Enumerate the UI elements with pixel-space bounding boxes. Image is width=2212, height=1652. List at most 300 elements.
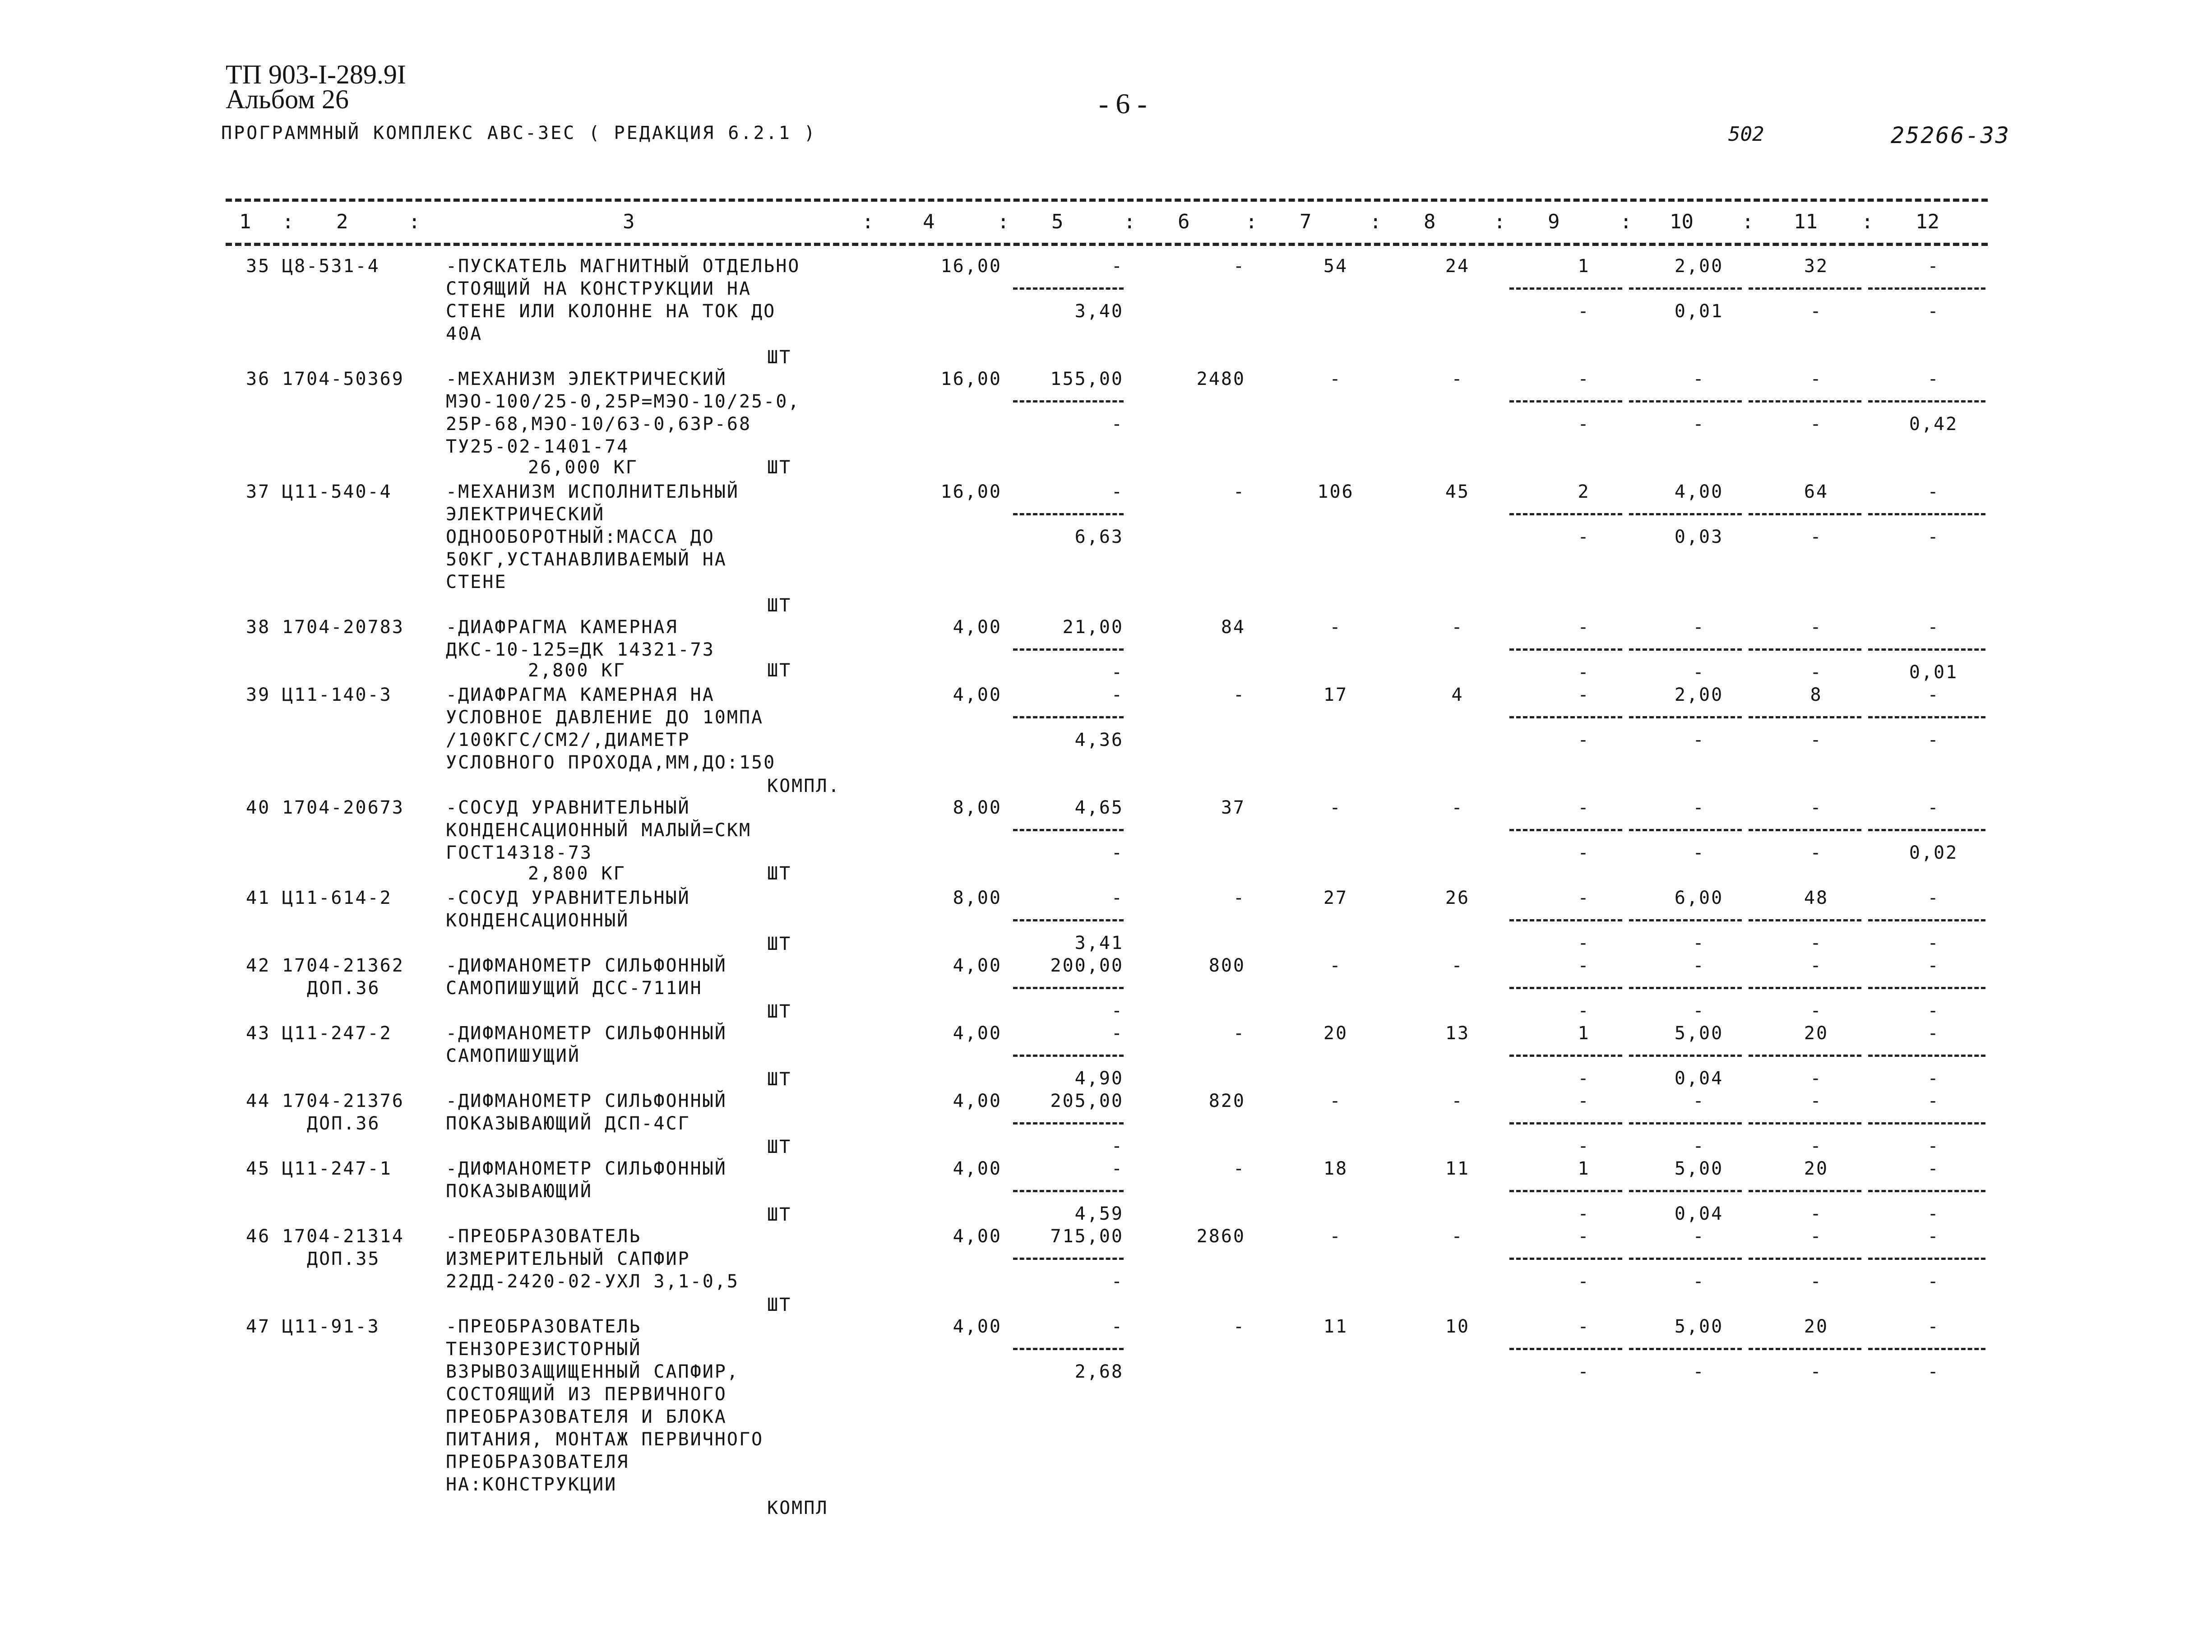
cell-c5: 4,65 xyxy=(1074,797,1124,818)
cell-separator xyxy=(1868,1258,1985,1260)
cell-separator xyxy=(1629,400,1742,403)
cell-separator xyxy=(1868,400,1985,403)
description-line: ОДНООБОРОТНЫЙ:МАССА ДО xyxy=(446,527,715,547)
description-line: ПОКАЗЫВАЮЩИЙ xyxy=(446,1181,592,1202)
cell-c10: - xyxy=(1693,369,1705,389)
cell-c5: - xyxy=(1111,1023,1124,1044)
cell-separator xyxy=(1509,648,1622,651)
pricing-code: 1704-20673 xyxy=(282,797,404,818)
item-description xyxy=(446,684,852,774)
cell-c12-lower: 0,42 xyxy=(1909,414,1958,435)
description-line: ТЕНЗОРЕЗИСТОРНЫЙ xyxy=(446,1339,642,1360)
cell-c4: 4,00 xyxy=(953,685,1002,705)
column-separator: : xyxy=(1861,210,1874,233)
description-line: -ПРЕОБРАЗОВАТЕЛЬ xyxy=(446,1226,642,1247)
cell-c4: 16,00 xyxy=(940,481,1002,502)
cell-separator xyxy=(1868,287,1985,290)
column-separator: : xyxy=(1620,210,1632,233)
cell-c9-lower: - xyxy=(1578,527,1590,547)
description-line: /100КГС/СМ2/,ДИАМЕТР xyxy=(446,730,690,750)
cell-c11-lower: - xyxy=(1810,1203,1823,1224)
cell-c11: 32 xyxy=(1804,256,1829,277)
cell-c5-separator xyxy=(1013,1055,1124,1057)
cell-c10-lower: 0,01 xyxy=(1674,301,1724,322)
cell-c5-lower: 3,40 xyxy=(1074,301,1124,322)
cell-c9-lower: - xyxy=(1578,1203,1590,1224)
cell-c5-separator xyxy=(1013,987,1124,989)
pricing-code: Ц11-614-2 xyxy=(282,888,392,908)
cell-separator xyxy=(1629,1122,1742,1124)
cell-separator xyxy=(1868,829,1985,831)
cell-separator xyxy=(1509,400,1622,403)
description-line: ТУ25-02-1401-74 xyxy=(446,436,629,457)
cell-c5: - xyxy=(1111,481,1124,502)
cell-c10-lower: - xyxy=(1693,1000,1705,1021)
cell-c5-separator xyxy=(1013,400,1124,403)
cell-c5-lower: - xyxy=(1111,842,1124,863)
cell-c11-lower: - xyxy=(1810,414,1823,435)
cell-c8: - xyxy=(1451,1091,1464,1111)
cell-separator xyxy=(1749,987,1861,989)
cell-c7: 11 xyxy=(1323,1316,1348,1337)
description-line: 25Р-68,МЭО-10/63-0,63Р-68 xyxy=(446,414,752,435)
description-line: -СОСУД УРАВНИТЕЛЬНЫЙ xyxy=(446,797,690,818)
description-line: -ПРЕОБРАЗОВАТЕЛЬ xyxy=(446,1316,642,1337)
unit-of-measure: ШТ xyxy=(767,457,792,478)
cell-separator xyxy=(1868,513,1985,515)
cell-c10: - xyxy=(1693,617,1705,638)
description-line: УСЛОВНОГО ПРОХОДА,ММ,ДО:150 xyxy=(446,752,776,773)
cell-c5-separator xyxy=(1013,829,1124,831)
item-description xyxy=(446,1022,852,1067)
cell-separator xyxy=(1629,987,1742,989)
cell-separator xyxy=(1629,716,1742,718)
cell-separator xyxy=(1868,1055,1985,1057)
cell-separator xyxy=(1749,1055,1861,1057)
description-line: -ДИАФРАГМА КАМЕРНАЯ xyxy=(446,617,678,638)
column-separator: : xyxy=(997,210,1009,233)
cell-c11-lower: - xyxy=(1810,1271,1823,1292)
cell-c9: - xyxy=(1578,1091,1590,1111)
cell-c8: 10 xyxy=(1445,1316,1470,1337)
cell-c11-lower: - xyxy=(1810,527,1823,547)
cell-c11: - xyxy=(1810,617,1823,638)
pricing-code: 1704-21362 xyxy=(282,955,404,976)
pricing-code: 1704-21376 xyxy=(282,1091,404,1111)
cell-c4: 4,00 xyxy=(953,1226,1002,1247)
description-line: ИЗМЕРИТЕЛЬНЫЙ САПФИР xyxy=(446,1249,690,1269)
item-description xyxy=(446,954,852,1000)
description-line: 22ДД-2420-02-УХЛ 3,1-0,5 xyxy=(446,1271,739,1292)
description-line: СТЕНЕ xyxy=(446,572,507,592)
cell-c9: - xyxy=(1578,797,1590,818)
cell-c10: 6,00 xyxy=(1674,888,1724,908)
row-number: 41 xyxy=(246,888,271,908)
cell-c6: 2860 xyxy=(1196,1226,1245,1247)
cell-c10-lower: - xyxy=(1693,730,1705,750)
column-separator: : xyxy=(1124,210,1136,233)
cell-c10-lower: - xyxy=(1693,1136,1705,1157)
cell-c5-lower: 4,36 xyxy=(1074,730,1124,750)
cell-c7: - xyxy=(1329,955,1342,976)
cell-separator xyxy=(1868,716,1985,718)
cell-separator xyxy=(1868,1190,1985,1192)
cell-separator xyxy=(1868,648,1985,651)
cell-separator xyxy=(1509,987,1622,989)
cell-c12: - xyxy=(1927,1023,1940,1044)
description-line: -МЕХАНИЗМ ИСПОЛНИТЕЛЬНЫЙ xyxy=(446,481,739,502)
cell-separator xyxy=(1749,1258,1861,1260)
cell-c10-lower: - xyxy=(1693,662,1705,683)
row-number: 35 xyxy=(246,256,271,277)
cell-c12: - xyxy=(1927,955,1940,976)
cell-c9-lower: - xyxy=(1578,1068,1590,1089)
cell-c9: - xyxy=(1578,685,1590,705)
cell-c7: - xyxy=(1329,369,1342,389)
description-line: -ДИФМАНОМЕТР СИЛЬФОННЫЙ xyxy=(446,1091,727,1111)
cell-c10: - xyxy=(1693,1091,1705,1111)
cell-c12-lower: - xyxy=(1927,301,1940,322)
unit-of-measure: ШТ xyxy=(767,347,792,368)
cell-c6: 820 xyxy=(1208,1091,1245,1111)
unit-of-measure: ШТ xyxy=(767,1069,792,1090)
description-line: УСЛОВНОЕ ДАВЛЕНИЕ ДО 10МПА xyxy=(446,707,764,728)
cell-c12: - xyxy=(1927,797,1940,818)
cell-c6: - xyxy=(1233,1158,1245,1179)
cell-c9: - xyxy=(1578,1316,1590,1337)
cell-c11-lower: - xyxy=(1810,1068,1823,1089)
cell-c11-lower: - xyxy=(1810,1361,1823,1382)
cell-c12-lower: - xyxy=(1927,933,1940,953)
item-description xyxy=(446,255,852,345)
description-line: 40А xyxy=(446,324,483,344)
pricing-code: Ц11-247-1 xyxy=(282,1158,392,1179)
description-line: ПОКАЗЫВАЮЩИЙ ДСП-4СГ xyxy=(446,1113,690,1134)
cell-c12: - xyxy=(1927,1316,1940,1337)
cell-c8: - xyxy=(1451,797,1464,818)
cell-c9-lower: - xyxy=(1578,301,1590,322)
cell-c5-separator xyxy=(1013,1190,1124,1192)
cell-c12: - xyxy=(1927,256,1940,277)
cell-c5-lower: - xyxy=(1111,414,1124,435)
cell-separator xyxy=(1509,829,1622,831)
description-line: САМОПИШУЩИЙ xyxy=(446,1046,580,1066)
cell-c6: - xyxy=(1233,1023,1245,1044)
cell-c9-lower: - xyxy=(1578,1136,1590,1157)
cell-c11: - xyxy=(1810,369,1823,389)
description-line: -ДИФМАНОМЕТР СИЛЬФОННЫЙ xyxy=(446,1023,727,1044)
cell-c10-lower: 0,04 xyxy=(1674,1203,1724,1224)
cell-separator xyxy=(1749,287,1861,290)
cell-c6: - xyxy=(1233,888,1245,908)
cell-c5-separator xyxy=(1013,919,1124,921)
row-number: 38 xyxy=(246,617,271,638)
cell-c10-lower: - xyxy=(1693,842,1705,863)
item-description xyxy=(446,1157,852,1203)
cell-c5: - xyxy=(1111,256,1124,277)
cell-separator xyxy=(1868,919,1985,921)
column-header: 7 xyxy=(1300,210,1312,233)
cell-separator xyxy=(1868,1348,1985,1350)
pricing-code: 1704-20783 xyxy=(282,617,404,638)
column-header: 4 xyxy=(923,210,935,233)
cell-separator xyxy=(1749,716,1861,718)
cell-c6: 37 xyxy=(1221,797,1245,818)
cell-c12: - xyxy=(1927,1226,1940,1247)
cell-c11: - xyxy=(1810,955,1823,976)
table-row xyxy=(0,255,2212,368)
cell-c5: - xyxy=(1111,685,1124,705)
cell-c5-lower: 3,41 xyxy=(1074,933,1124,953)
item-description xyxy=(446,481,852,593)
pricing-code-note: ДОП.36 xyxy=(307,1113,380,1134)
row-number: 37 xyxy=(246,481,271,502)
cell-c7: 18 xyxy=(1323,1158,1348,1179)
cell-separator xyxy=(1749,919,1861,921)
description-line: -СОСУД УРАВНИТЕЛЬНЫЙ xyxy=(446,888,690,908)
cell-c5: - xyxy=(1111,1316,1124,1337)
description-line: ПИТАНИЯ, МОНТАЖ ПЕРВИЧНОГО xyxy=(446,1429,764,1450)
cell-c7: 20 xyxy=(1323,1023,1348,1044)
column-header: 11 xyxy=(1794,210,1818,233)
cell-c8: 26 xyxy=(1445,888,1470,908)
cell-c9: - xyxy=(1578,955,1590,976)
pricing-code: Ц11-540-4 xyxy=(282,481,392,502)
row-number: 47 xyxy=(246,1316,271,1337)
cell-c8: - xyxy=(1451,1226,1464,1247)
cell-c11: - xyxy=(1810,1091,1823,1111)
cell-c6: - xyxy=(1233,481,1245,502)
cell-c8: 45 xyxy=(1445,481,1470,502)
description-line: 50КГ,УСТАНАВЛИВАЕМЫЙ НА xyxy=(446,549,727,570)
cell-c5-lower: 4,90 xyxy=(1074,1068,1124,1089)
description-line: НА:КОНСТРУКЦИИ xyxy=(446,1474,617,1495)
column-separator: : xyxy=(1245,210,1258,233)
program-title: ПРОГРАММНЫЙ КОМПЛЕКС АВС-3ЕС ( РЕДАКЦИЯ 6.2.1 ) xyxy=(221,123,817,143)
unit-of-measure: ШТ xyxy=(767,1295,792,1315)
column-separator: : xyxy=(408,210,421,233)
cell-c5: 21,00 xyxy=(1062,617,1124,638)
column-header: 8 xyxy=(1424,210,1436,233)
cell-c5-lower: 6,63 xyxy=(1074,527,1124,547)
cell-c7: 106 xyxy=(1317,481,1354,502)
cell-separator xyxy=(1629,287,1742,290)
description-line: -ДИАФРАГМА КАМЕРНАЯ НА xyxy=(446,685,715,705)
document-code: ТП 903-I-289.9I xyxy=(226,60,406,89)
sheet-code: 502 xyxy=(1728,123,1764,146)
pricing-code: Ц11-247-2 xyxy=(282,1023,392,1044)
cell-c4: 4,00 xyxy=(953,1023,1002,1044)
cell-c5-separator xyxy=(1013,1122,1124,1124)
unit-of-measure: ШТ xyxy=(767,595,792,616)
cell-c5: 205,00 xyxy=(1050,1091,1124,1111)
cell-c12: - xyxy=(1927,1091,1940,1111)
description-line: СТОЯЩИЙ НА КОНСТРУКЦИИ НА xyxy=(446,278,752,299)
description-line: МЭО-100/25-0,25Р=МЭО-10/25-0, xyxy=(446,391,801,412)
description-line: ГОСТ14318-73 xyxy=(446,842,592,863)
row-number: 42 xyxy=(246,955,271,976)
column-header: 10 xyxy=(1670,210,1694,233)
pricing-code: 1704-21314 xyxy=(282,1226,404,1247)
cell-c5: 155,00 xyxy=(1050,369,1124,389)
description-line: -ПУСКАТЕЛЬ МАГНИТНЫЙ ОТДЕЛЬНО xyxy=(446,256,801,277)
cell-c5-lower: - xyxy=(1111,1136,1124,1157)
cell-c12: - xyxy=(1927,481,1940,502)
cell-c7: 17 xyxy=(1323,685,1348,705)
cell-c12-lower: - xyxy=(1927,1361,1940,1382)
cell-c9-lower: - xyxy=(1578,1000,1590,1021)
cell-c9: 1 xyxy=(1578,1023,1590,1044)
unit-of-measure: ШТ xyxy=(767,934,792,954)
cell-c5-separator xyxy=(1013,1348,1124,1350)
cell-c9: 1 xyxy=(1578,1158,1590,1179)
cell-c7: - xyxy=(1329,617,1342,638)
cell-c11: 20 xyxy=(1804,1316,1829,1337)
item-weight: 2,800 КГ xyxy=(528,660,626,681)
cell-c12: - xyxy=(1927,888,1940,908)
cell-separator xyxy=(1749,400,1861,403)
row-number: 45 xyxy=(246,1158,271,1179)
cell-c9: - xyxy=(1578,369,1590,389)
item-description xyxy=(446,1090,852,1135)
cell-c11-lower: - xyxy=(1810,730,1823,750)
cell-c10: 4,00 xyxy=(1674,481,1724,502)
cell-c10: - xyxy=(1693,955,1705,976)
cell-c8: 24 xyxy=(1445,256,1470,277)
cell-c4: 16,00 xyxy=(940,256,1002,277)
cell-c8: 13 xyxy=(1445,1023,1470,1044)
cell-c10: 2,00 xyxy=(1674,685,1724,705)
cell-separator xyxy=(1629,1055,1742,1057)
cell-c12-lower: - xyxy=(1927,730,1940,750)
cell-separator xyxy=(1629,648,1742,651)
cell-c6: 2480 xyxy=(1196,369,1245,389)
cell-c4: 4,00 xyxy=(953,955,1002,976)
cell-c10: 5,00 xyxy=(1674,1316,1724,1337)
cell-c7: - xyxy=(1329,1226,1342,1247)
item-weight: 2,800 КГ xyxy=(528,863,626,884)
cell-c4: 8,00 xyxy=(953,888,1002,908)
description-line: КОНДЕНСАЦИОННЫЙ xyxy=(446,910,629,931)
column-separator: : xyxy=(1370,210,1382,233)
cell-c12-lower: - xyxy=(1927,1203,1940,1224)
column-header: 9 xyxy=(1548,210,1560,233)
cell-separator xyxy=(1509,1122,1622,1124)
cell-c10-lower: - xyxy=(1693,933,1705,953)
cell-c11-lower: - xyxy=(1810,662,1823,683)
cell-c4: 4,00 xyxy=(953,1091,1002,1111)
cell-c12-lower: - xyxy=(1927,1068,1940,1089)
cell-c6: 84 xyxy=(1221,617,1245,638)
document-number: 25266-33 xyxy=(1891,122,2010,148)
cell-separator xyxy=(1749,648,1861,651)
cell-c7: 27 xyxy=(1323,888,1348,908)
cell-c4: 4,00 xyxy=(953,617,1002,638)
column-separator: : xyxy=(1742,210,1754,233)
cell-c5-separator xyxy=(1013,287,1124,290)
cell-separator xyxy=(1749,829,1861,831)
cell-separator xyxy=(1509,513,1622,515)
cell-separator xyxy=(1509,1258,1622,1260)
column-header: 12 xyxy=(1916,210,1939,233)
cell-separator xyxy=(1749,1348,1861,1350)
cell-c9-lower: - xyxy=(1578,1271,1590,1292)
cell-c10-lower: - xyxy=(1693,414,1705,435)
cell-separator xyxy=(1868,1122,1985,1124)
cell-c7: - xyxy=(1329,1091,1342,1111)
cell-c6: - xyxy=(1233,1316,1245,1337)
cell-c5-lower: 2,68 xyxy=(1074,1361,1124,1382)
description-line: ПРЕОБРАЗОВАТЕЛЯ И БЛОКА xyxy=(446,1407,727,1427)
description-line: -ДИФМАНОМЕТР СИЛЬФОННЫЙ xyxy=(446,1158,727,1179)
unit-of-measure: ШТ xyxy=(767,1204,792,1225)
cell-c12-lower: - xyxy=(1927,1000,1940,1021)
unit-of-measure: ШТ xyxy=(767,1001,792,1022)
pricing-code-note: ДОП.36 xyxy=(307,978,380,999)
cell-c12-lower: - xyxy=(1927,1136,1940,1157)
cell-separator xyxy=(1629,1258,1742,1260)
cell-separator xyxy=(1629,1190,1742,1192)
description-line: СОСТОЯЩИЙ ИЗ ПЕРВИЧНОГО xyxy=(446,1384,727,1405)
item-description xyxy=(446,1225,852,1293)
description-line: СТЕНЕ ИЛИ КОЛОННЕ НА ТОК ДО xyxy=(446,301,776,322)
cell-separator xyxy=(1509,919,1622,921)
row-number: 44 xyxy=(246,1091,271,1111)
cell-c5: 715,00 xyxy=(1050,1226,1124,1247)
cell-separator xyxy=(1749,513,1861,515)
cell-separator xyxy=(1749,1190,1861,1192)
cell-c10-lower: - xyxy=(1693,1361,1705,1382)
table-row xyxy=(0,481,2212,616)
cell-c11-lower: - xyxy=(1810,1136,1823,1157)
cell-c5-separator xyxy=(1013,513,1124,515)
cell-c8: - xyxy=(1451,369,1464,389)
cell-c7: - xyxy=(1329,797,1342,818)
cell-c11: 48 xyxy=(1804,888,1829,908)
item-weight: 26,000 КГ xyxy=(528,457,638,478)
cell-separator xyxy=(1629,1348,1742,1350)
cell-c8: - xyxy=(1451,955,1464,976)
cell-c12: - xyxy=(1927,369,1940,389)
cell-c5: - xyxy=(1111,888,1124,908)
cell-c4: 8,00 xyxy=(953,797,1002,818)
cell-c12-lower: 0,01 xyxy=(1909,662,1958,683)
cell-c12-lower: - xyxy=(1927,1271,1940,1292)
cell-c4: 4,00 xyxy=(953,1316,1002,1337)
cell-c11-lower: - xyxy=(1810,301,1823,322)
cell-c5-lower: - xyxy=(1111,662,1124,683)
cell-separator xyxy=(1629,829,1742,831)
item-description xyxy=(446,368,852,458)
column-header: 2 xyxy=(336,210,348,233)
column-separator: : xyxy=(282,210,294,233)
cell-c12: - xyxy=(1927,685,1940,705)
cell-c11: 20 xyxy=(1804,1023,1829,1044)
cell-c10-lower: 0,04 xyxy=(1674,1068,1724,1089)
cell-c10: - xyxy=(1693,1226,1705,1247)
cell-c12-lower: 0,02 xyxy=(1909,842,1958,863)
cell-c9-lower: - xyxy=(1578,662,1590,683)
cell-c11: - xyxy=(1810,1226,1823,1247)
row-number: 43 xyxy=(246,1023,271,1044)
cell-c5: 200,00 xyxy=(1050,955,1124,976)
cell-c11-lower: - xyxy=(1810,1000,1823,1021)
cell-c9-lower: - xyxy=(1578,730,1590,750)
cell-c5-lower: - xyxy=(1111,1271,1124,1292)
cell-c10-lower: 0,03 xyxy=(1674,527,1724,547)
cell-c5-lower: 4,59 xyxy=(1074,1203,1124,1224)
cell-c7: 54 xyxy=(1323,256,1348,277)
